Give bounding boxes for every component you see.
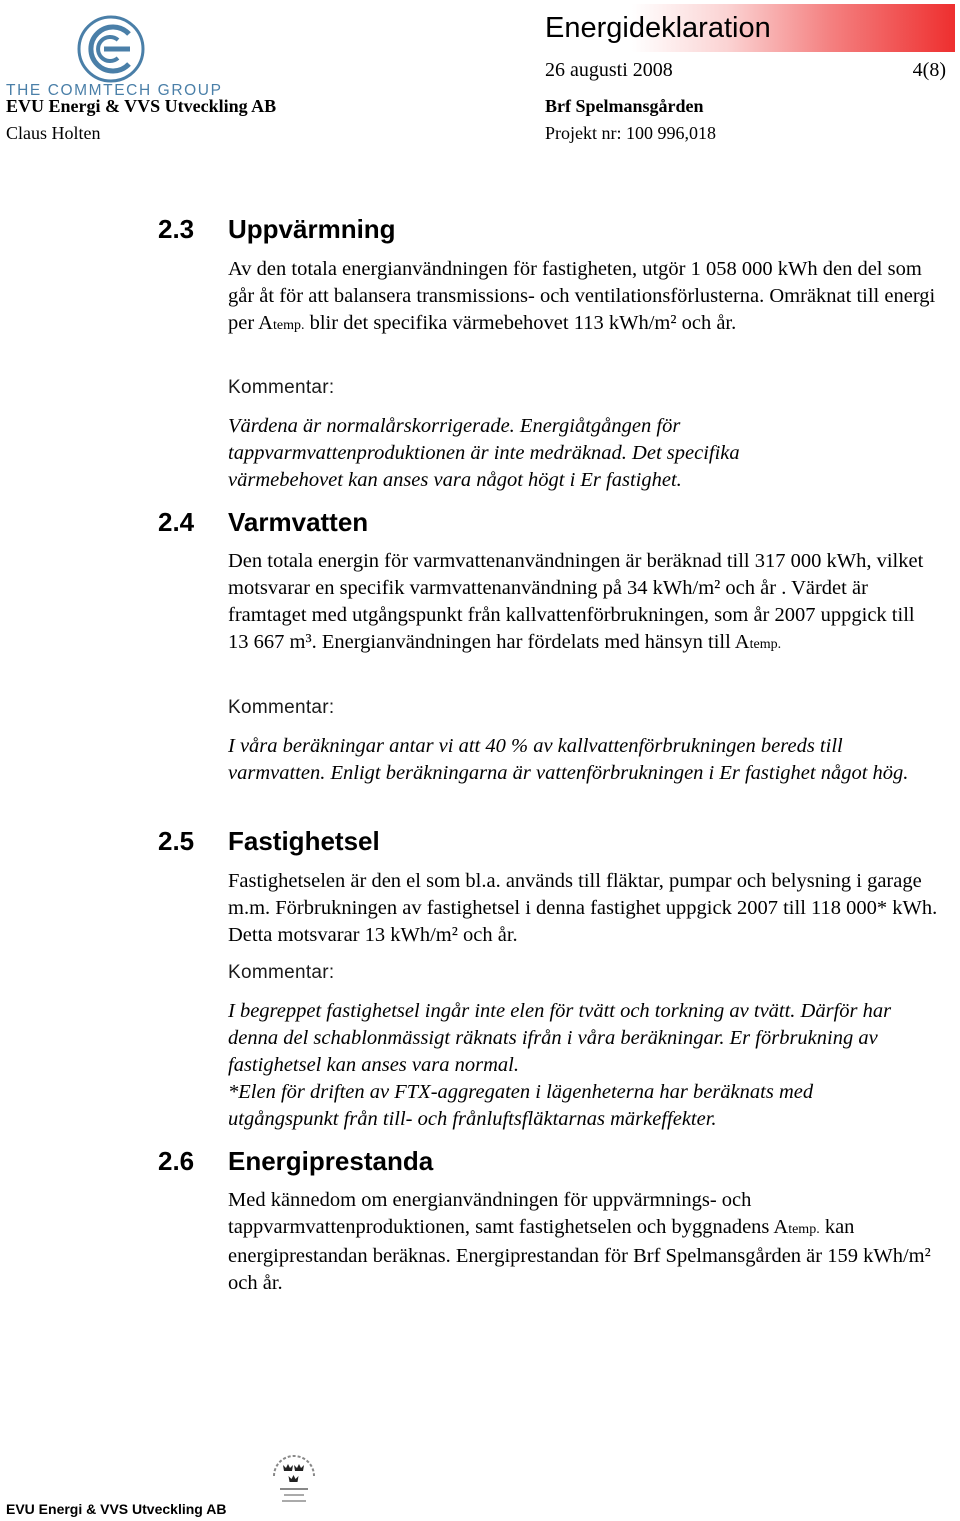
subscript-text: temp.: [788, 1222, 820, 1237]
logo-text: THE COMMTECH GROUP: [6, 82, 223, 99]
section-number: 2.4: [158, 507, 195, 537]
swedac-seal-icon: [266, 1450, 322, 1514]
section-number: 2.6: [158, 1146, 195, 1176]
comment-text: I våra beräkningar antar vi att 40 % av kallvattenförbrukningen bereds till varmvatten. Enligt beräkningarna är vattenförbrukningen i Er fastighet något hög.: [228, 735, 909, 784]
section-title: Energiprestanda: [228, 1146, 434, 1176]
section-title: Fastighetsel: [228, 826, 380, 856]
project-number: Projekt nr: 100 996,018: [545, 123, 716, 143]
property-name: Brf Spelmansgården: [545, 96, 704, 116]
comment-line: I begreppet fastighetsel ingår inte elen för tvätt och torkning av tvätt. Därför har denna del schablonmässigt räknats ifrån i våra beräkningar. Er förbrukning av fastighetsel kan anses vara normal.: [228, 1000, 892, 1076]
title-bar: [541, 4, 955, 52]
text: Av den totala energianvändningen för fastigheten, utgör 1 058 000 kWh den del som går åt för att balansera transmissions- och ventilationsförlusterna. Omräknat till energi per A: [228, 258, 936, 334]
text: Med kännedom om energianvändningen för uppvärmnings- och tappvarmvattenproduktionen, samt fastighetselen och byggnadens A: [228, 1189, 789, 1238]
document-date: 26 augusti 2008: [545, 59, 673, 81]
section-title: Uppvärmning: [228, 214, 396, 244]
subscript-text: temp.: [749, 637, 782, 652]
document-title: Energideklaration: [545, 12, 771, 44]
section-number: 2.5: [158, 826, 195, 856]
subscript-text: temp.: [272, 318, 305, 333]
page-number: 4(8): [912, 59, 946, 81]
paragraph-energiprestanda: [228, 1187, 953, 1297]
comment-label: Kommentar:: [228, 962, 335, 983]
comment-text: Värdena är normalårskorrigerade. Energiåtgången för tappvarmvattenproduktionen är inte medräknad. Det specifika värmebehovet kan anses vara något högt i Er fastighet.: [228, 415, 740, 491]
comment-text: [228, 998, 918, 1133]
commtech-logo-icon: [74, 12, 148, 86]
comment-line: *Elen för driften av FTX-aggregaten i lägenheterna har beräknats med utgångspunkt från till- och frånluftsfläktarnas märkeffekter.: [228, 1081, 814, 1130]
section-number: 2.3: [158, 214, 195, 244]
paragraph-fastighetsel: Fastighetselen är den el som bl.a. används till fläktar, pumpar och belysning i garage m.m. Förbrukningen av fastighetsel i denna fastighet uppgick 2007 till 118 000* kWh. Detta motsvarar 13 kWh/m² och år.: [228, 870, 938, 946]
footer-company: EVU Energi & VVS Utveckling AB: [6, 1501, 227, 1517]
comment-label: Kommentar:: [228, 377, 335, 398]
comment-label: Kommentar:: [228, 697, 335, 718]
company-name: EVU Energi & VVS Utveckling AB: [6, 96, 277, 116]
paragraph-uppvarmning: [228, 256, 953, 339]
text: Den totala energin för varmvattenanvändningen är beräknad till 317 000 kWh, vilket motsvarar en specifik varmvattenanvändning på 34 kWh/m² och år . Värdet är framtaget med utgångspunkt från kallvattenförbrukningen, som år 2007 uppgick till 13 667 m³. Energianvändningen har fördelats med hänsyn till A: [228, 550, 924, 653]
text: blir det specifika värmebehovet 113 kWh/m² och år.: [304, 312, 737, 334]
author-name: Claus Holten: [6, 123, 101, 143]
text: kan energiprestandan beräknas. Energiprestandan för Brf Spelmansgården är 159 kWh/m² och år.: [228, 1216, 931, 1294]
paragraph-varmvatten: [228, 548, 928, 658]
section-title: Varmvatten: [228, 507, 369, 537]
